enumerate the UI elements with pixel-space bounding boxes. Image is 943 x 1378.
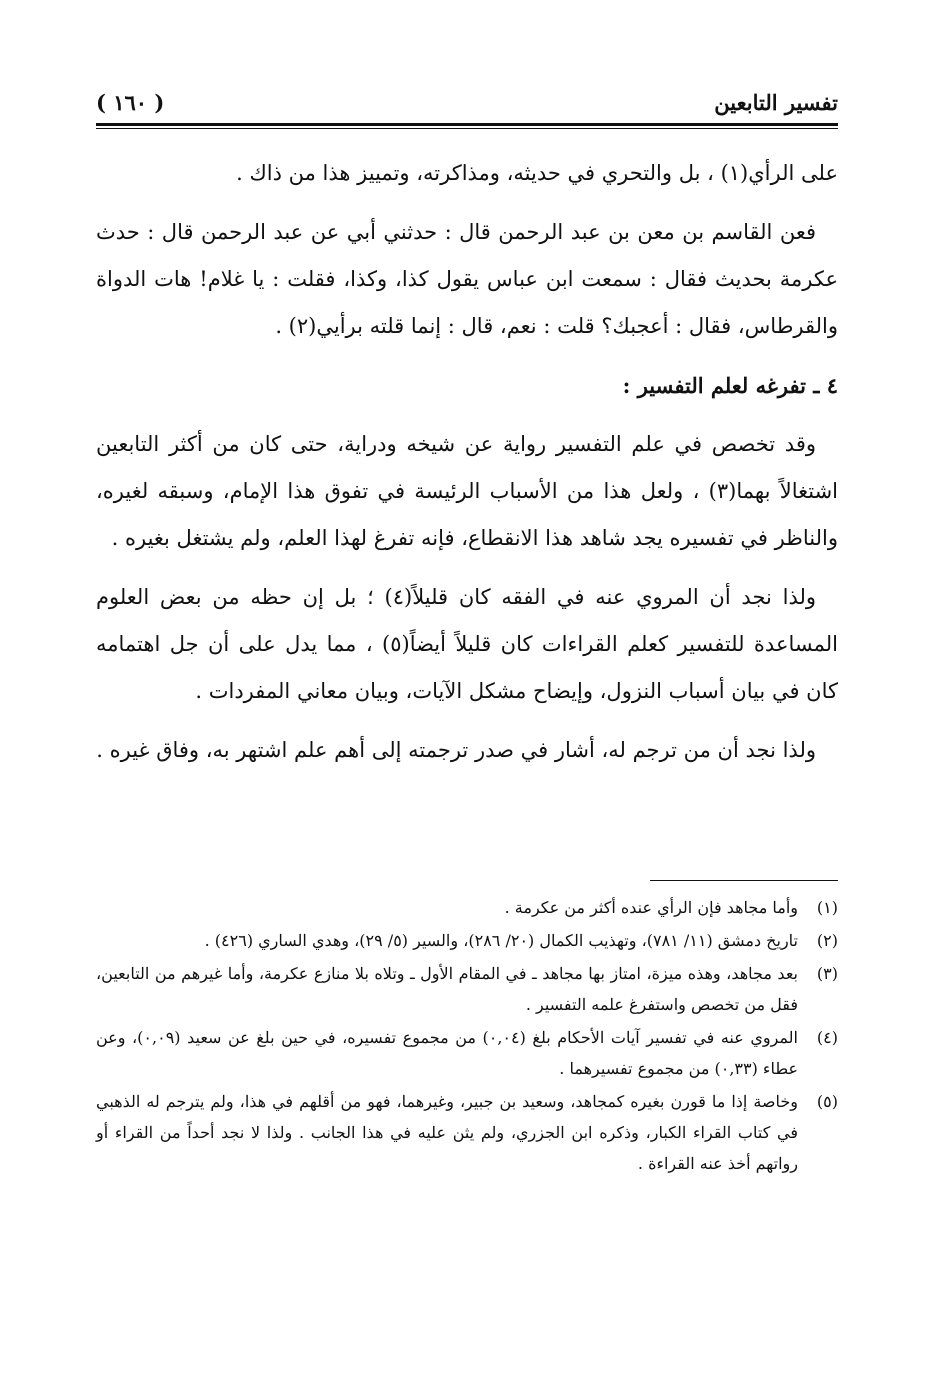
paragraph-2: فعن القاسم بن معن بن عبد الرحمن قال : حدثني أبي عن عبد الرحمن قال : حدث عكرمة بحديث فقال : سمعت ابن عباس يقول كذا، وكذا، فقلت : يا غلام! هات الدواة والقرطاس، فقال : أعجبك؟ قلت : نعم، قال : إنما قلته برأيي(٢) . — [96, 220, 838, 338]
footnote-2 — [96, 925, 838, 956]
paragraph-5: ولذا نجد أن من ترجم له، أشار في صدر ترجمته إلى أهم علم اشتهر به، وفاق غيره . — [96, 738, 816, 762]
footnote-text: وأما مجاهد فإن الرأي عنده أكثر من عكرمة . — [504, 898, 798, 917]
footnote-number: (٥) — [816, 1092, 838, 1111]
paragraph-4: ولذا نجد أن المروي عنه في الفقه كان قليلاً(٤) ؛ بل إن حظه من بعض العلوم المساعدة للتفسير كعلم القراءات كان قليلاً أيضاً(٥) ، مما يدل على أن جل اهتمامه كان في بيان أسباب النزول، وإيضاح مشكل الآيات، وبيان معاني المفردات . — [96, 585, 838, 703]
footnote-text: وخاصة إذا ما قورن بغيره كمجاهد، وسعيد بن جبير، وغيرهما، فهو من أقلهم في هذا، ولم يترجم له الذهبي في كتاب القراء الكبار، وذكره ابن الجزري، ولم يثن عليه في هذا الجانب . ولذا لا نجد أحداً من القراء أو رواتهم أخذ عنه القراءة . — [96, 1092, 798, 1173]
header-rule — [96, 123, 838, 126]
footnotes — [96, 892, 838, 1181]
paragraph-1: على الرأي(١) ، بل والتحري في حديثه، ومذاكرته، وتمييز هذا من ذاك . — [236, 161, 838, 185]
footnote-text: تاريخ دمشق (١١/ ٧٨١)، وتهذيب الكمال (٢٠/ ٢٨٦)، والسير (٥/ ٢٩)، وهدي الساري (٤٢٦) . — [204, 931, 798, 950]
header-rule-thin — [96, 128, 838, 129]
footnote-separator — [650, 880, 838, 881]
footnote-text: المروي عنه في تفسير آيات الأحكام بلغ (٠,٠٤) من مجموع تفسيره، في حين بلغ عن سعيد (٠,٠٩)، وعن عطاء (٠,٣٣) من مجموع تفسيرهما . — [96, 1028, 798, 1078]
page-number: ( ١٦٠ ) — [96, 90, 165, 115]
running-title: تفسير التابعين — [714, 90, 838, 115]
footnote-text: بعد مجاهد، وهذه ميزة، امتاز بها مجاهد ـ في المقام الأول ـ وتلاه بلا منازع عكرمة، وأما غيرهم من التابعين، فقل من تخصص واستفرغ علمه التفسير . — [96, 964, 798, 1014]
footnote-3 — [96, 958, 838, 1020]
footnote-4 — [96, 1022, 838, 1084]
page-header — [96, 88, 838, 124]
footnote-number: (٢) — [816, 931, 838, 950]
footnote-number: (١) — [816, 898, 838, 917]
footnote-number: (٣) — [816, 964, 838, 983]
footnote-1 — [96, 892, 838, 923]
section-heading: ٤ ـ تفرغه لعلم التفسير : — [622, 373, 838, 398]
main-text — [96, 150, 838, 786]
footnote-number: (٤) — [816, 1028, 838, 1047]
footnote-5 — [96, 1086, 838, 1179]
paragraph-3: وقد تخصص في علم التفسير رواية عن شيخه ودراية، حتى كان من أكثر التابعين اشتغالاً بهما(٣) ، ولعل هذا من الأسباب الرئيسة في تفوق هذا الإمام، وسبقه لغيره، والناظر في تفسيره يجد شاهد هذا الانقطاع، فإنه تفرغ لهذا العلم، ولم يشتغل بغيره . — [96, 432, 838, 550]
